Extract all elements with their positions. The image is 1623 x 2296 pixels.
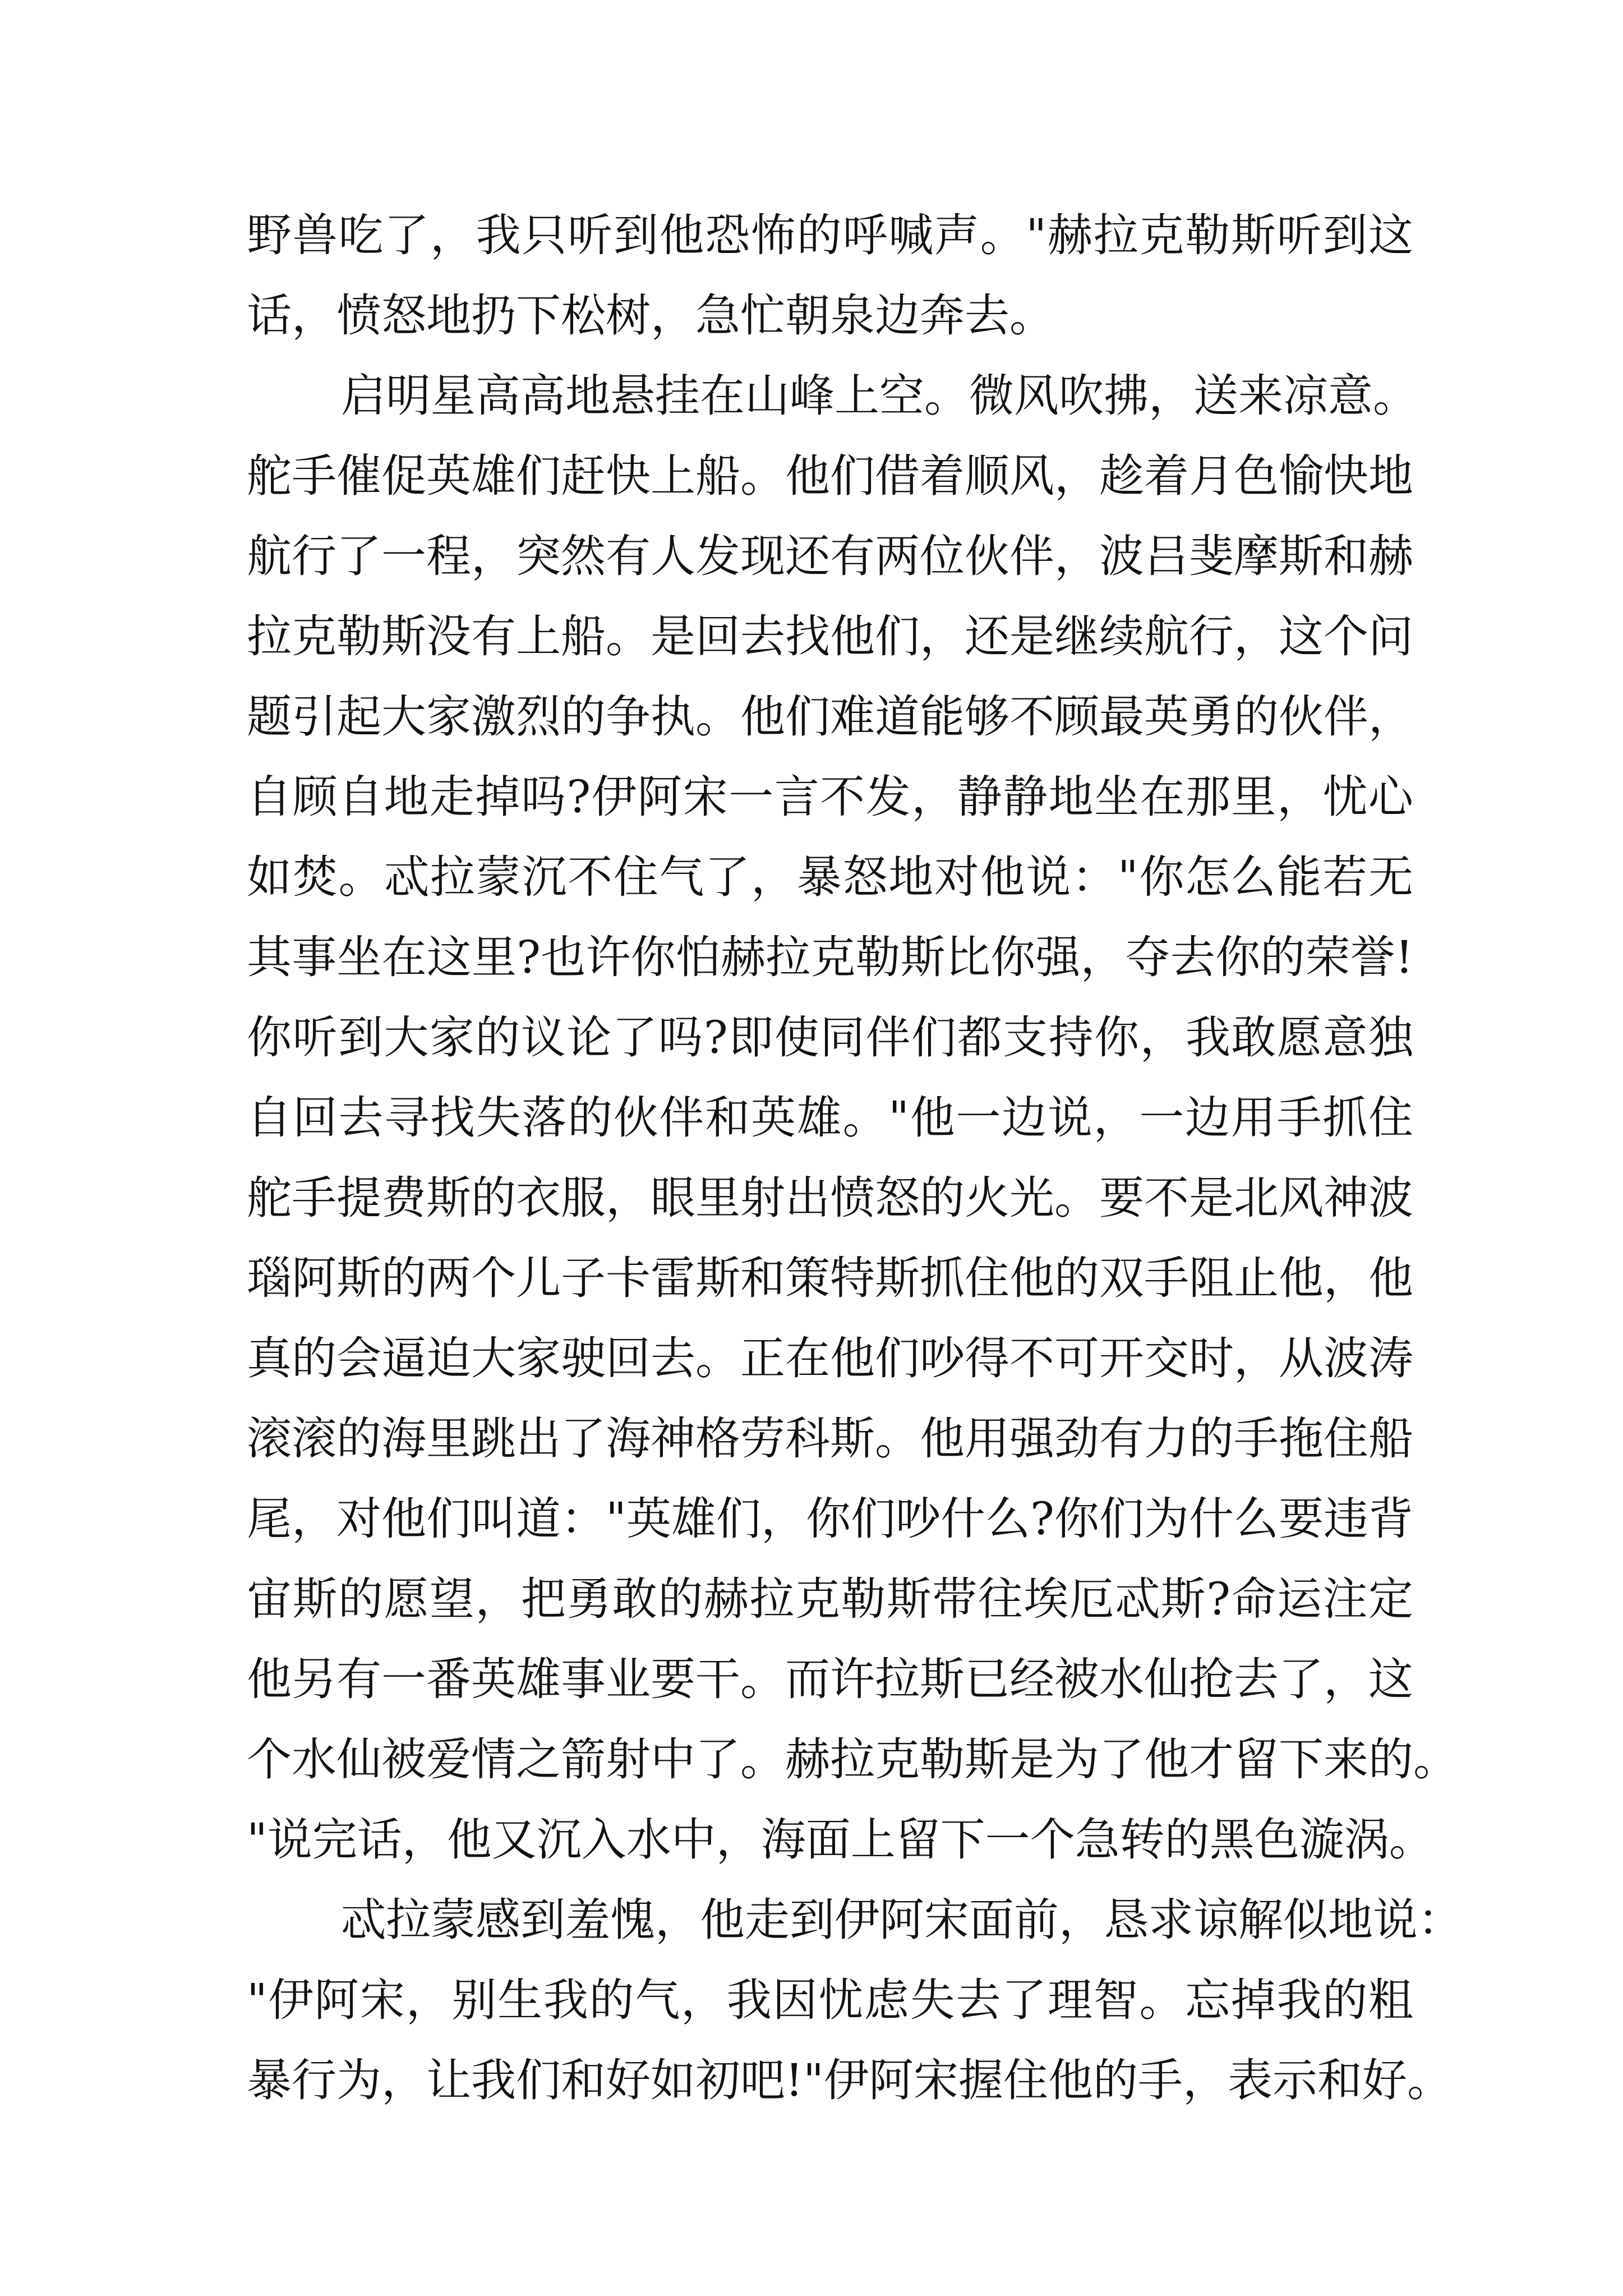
text-line: 如焚。忒拉蒙沉不住气了，暴怒地对他说："你怎么能若无 — [247, 851, 1413, 903]
text-line: 宙斯的愿望，把勇敢的赫拉克勒斯带往埃厄忒斯?命运注定 — [247, 1573, 1413, 1625]
text-line: 题引起大家激烈的争执。他们难道能够不顾最英勇的伙伴， — [247, 691, 1413, 743]
text-line: 自顾自地走掉吗?伊阿宋一言不发，静静地坐在那里，忧心 — [247, 771, 1413, 823]
text-line: 暴行为，让我们和好如初吧!"伊阿宋握住他的手，表示和好。 — [247, 2054, 1452, 2106]
text-line: 舵手提费斯的衣服，眼里射出愤怒的火光。要不是北风神波 — [247, 1172, 1413, 1224]
text-line: 话，愤怒地扔下松树，急忙朝泉边奔去。 — [247, 289, 1054, 342]
text-line: 个水仙被爱情之箭射中了。赫拉克勒斯是为了他才留下来的。 — [247, 1733, 1458, 1786]
body-text — [247, 195, 1463, 2120]
text-line: 航行了一程，突然有人发现还有两位伙伴，波吕斐摩斯和赫 — [247, 530, 1413, 582]
text-line: 瑙阿斯的两个儿子卡雷斯和策特斯抓住他的双手阻止他，他 — [247, 1252, 1413, 1304]
paragraph-first-line: 启明星高高地悬挂在山峰上空。微风吹拂，送来凉意。 — [341, 370, 1418, 422]
text-line: 拉克勒斯没有上船。是回去找他们，还是继续航行，这个问 — [247, 610, 1413, 662]
text-line: 他另有一番英雄事业要干。而许拉斯已经被水仙抢去了，这 — [247, 1653, 1413, 1705]
text-line: 滚滚的海里跳出了海神格劳科斯。他用强劲有力的手拖住船 — [247, 1412, 1413, 1465]
text-line: "伊阿宋，别生我的气，我因忧虑失去了理智。忘掉我的粗 — [247, 1974, 1413, 2026]
paragraph-first-line: 忒拉蒙感到羞愧，他走到伊阿宋面前，恳求谅解似地说： — [341, 1894, 1463, 1946]
text-line: 真的会逼迫大家驶回去。正在他们吵得不可开交时，从波涛 — [247, 1332, 1413, 1384]
text-line: "说完话，他又沉入水中，海面上留下一个急转的黑色漩涡。 — [247, 1814, 1434, 1866]
text-line: 自回去寻找失落的伙伴和英雄。"他一边说，一边用手抓住 — [247, 1092, 1413, 1144]
text-line: 尾，对他们叫道："英雄们，你们吵什么?你们为什么要违背 — [247, 1493, 1413, 1545]
text-line: 舵手催促英雄们赶快上船。他们借着顺风，趁着月色愉快地 — [247, 450, 1413, 502]
text-line: 其事坐在这里?也许你怕赫拉克勒斯比你强，夺去你的荣誉! — [247, 931, 1413, 983]
text-line: 你听到大家的议论了吗?即使同伴们都支持你，我敢愿意独 — [247, 1011, 1413, 1064]
text-line: 野兽吃了，我只听到他恐怖的呼喊声。"赫拉克勒斯听到这 — [247, 209, 1413, 261]
